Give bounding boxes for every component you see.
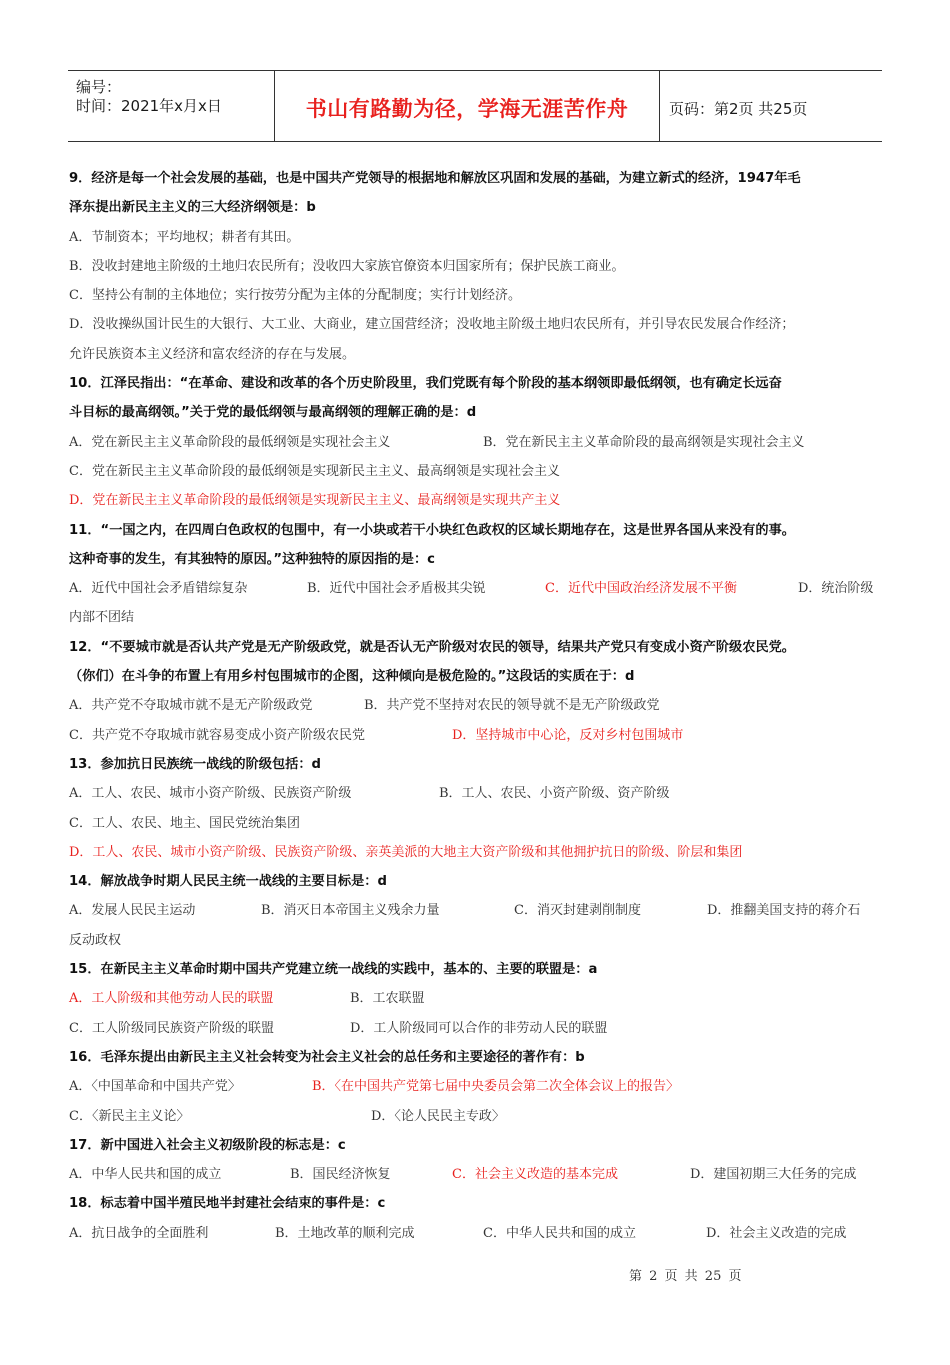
- question-line: [69, 516, 889, 545]
- option-text: B．共产党不坚持对农民的领导就不是无产阶级政党: [364, 698, 660, 714]
- header-motto: 书山有路勤为径，学海无涯苦作舟: [305, 96, 629, 121]
- question-text: 11．“一国之内，在四周白色政权的包围中，有一小块或若干小块红色政权的区域长期地存在，这是世界各国从来没有的事。: [69, 522, 795, 538]
- option-line: [69, 1072, 889, 1101]
- option-line: [69, 691, 889, 720]
- option-text: C．工人阶级同民族资产阶级的联盟: [69, 1020, 274, 1036]
- option-line: [69, 428, 889, 457]
- option-text: A．工人、农民、城市小资产阶级、民族资产阶级: [69, 786, 352, 802]
- option-text: D．推翻美国支持的蒋介石: [707, 903, 861, 919]
- option-text: A．节制资本；平均地权；耕者有其田。: [69, 229, 300, 245]
- option-line: [69, 838, 889, 867]
- question-line: [69, 369, 889, 398]
- question-line: [69, 1043, 889, 1072]
- option-text: A．中华人民共和国的成立: [69, 1167, 222, 1183]
- question-text: 12．“不要城市就是否认共产党是无产阶级政党，就是否认无产阶级对农民的领导，结果共产党只有变成小资产阶级农民党。: [69, 639, 795, 655]
- option-text: B．近代中国社会矛盾极其尖锐: [307, 581, 486, 597]
- option-text: D．统治阶级: [798, 581, 874, 597]
- option-line: [69, 252, 889, 281]
- option-text: A．〈中国革命和中国共产党〉: [69, 1079, 241, 1095]
- question-list: [69, 164, 889, 1248]
- option-text: C．〈新民主主义论〉: [69, 1108, 190, 1124]
- option-text: C．消灭封建剥削制度: [514, 903, 641, 919]
- option-line: [69, 1014, 889, 1043]
- header-meta-cell: [68, 71, 274, 141]
- correct-answer-text: A．工人阶级和其他劳动人民的联盟: [69, 991, 274, 1007]
- option-text: A．抗日战争的全面胜利: [69, 1225, 209, 1241]
- question-line: [69, 1131, 889, 1160]
- question-text: 10．江泽民指出：“在革命、建设和改革的各个历史阶段里，我们党既有每个阶段的基本纲领即最低纲领，也有确定长远奋: [69, 376, 782, 392]
- option-line: [69, 574, 889, 603]
- option-text: D．社会主义改造的完成: [706, 1225, 847, 1241]
- option-line: [69, 809, 889, 838]
- question-text: 18．标志着中国半殖民地半封建社会结束的事件是：c: [69, 1196, 386, 1212]
- header-page-label: 页码：第2页 共25页: [669, 100, 808, 118]
- option-line: [69, 896, 889, 925]
- option-text: B．国民经济恢复: [290, 1167, 391, 1183]
- option-line: [69, 1219, 889, 1248]
- option-line: [69, 984, 889, 1013]
- question-text: （你们）在斗争的布置上有用乡村包围城市的企图，这种倾向是极危险的。”这段话的实质在于：d: [69, 669, 635, 685]
- option-text: C．共产党不夺取城市就容易变成小资产阶级农民党: [69, 727, 365, 743]
- header-motto-cell: [274, 71, 660, 141]
- option-text: D．工人阶级同可以合作的非劳动人民的联盟: [350, 1020, 608, 1036]
- correct-answer-text: D．党在新民主主义革命阶段的最低纲领是实现新民主主义、最高纲领是实现共产主义: [69, 493, 561, 509]
- header-page-cell: [659, 71, 882, 141]
- option-text: B．工人、农民、小资产阶级、资产阶级: [439, 786, 670, 802]
- option-line: [69, 340, 889, 369]
- question-line: [69, 867, 889, 896]
- question-line: [69, 545, 889, 574]
- option-line: [69, 1102, 889, 1131]
- option-text: A．近代中国社会矛盾错综复杂: [69, 581, 248, 597]
- question-line: [69, 955, 889, 984]
- option-line: [69, 281, 889, 310]
- option-text: B．没收封建地主阶级的土地归农民所有；没收四大家族官僚资本归国家所有；保护民族工商业。: [69, 258, 625, 274]
- page-header: [68, 70, 882, 142]
- question-text: 17．新中国进入社会主义初级阶段的标志是：c: [69, 1137, 346, 1153]
- option-text: A．党在新民主主义革命阶段的最低纲领是实现社会主义: [69, 434, 391, 450]
- question-text: 泽东提出新民主主义的三大经济纲领是：b: [69, 200, 316, 216]
- option-text: D．建国初期三大任务的完成: [690, 1167, 857, 1183]
- option-text: C．党在新民主主义革命阶段的最低纲领是实现新民主主义、最高纲领是实现社会主义: [69, 463, 560, 479]
- correct-answer-text: C．近代中国政治经济发展不平衡: [545, 581, 737, 597]
- question-text: 13．参加抗日民族统一战线的阶级包括：d: [69, 756, 321, 772]
- option-text: C．坚持公有制的主体地位；实行按劳分配为主体的分配制度；实行计划经济。: [69, 288, 521, 304]
- option-line: [69, 603, 889, 632]
- option-text: 内部不团结: [69, 610, 135, 626]
- correct-answer-text: B．〈在中国共产党第七届中央委员会第二次全体会议上的报告〉: [312, 1079, 680, 1095]
- question-line: [69, 1189, 889, 1218]
- option-text: B．党在新民主主义革命阶段的最高纲领是实现社会主义: [483, 434, 805, 450]
- question-text: 14．解放战争时期人民民主统一战线的主要目标是：d: [69, 874, 387, 890]
- question-line: [69, 750, 889, 779]
- option-text: D．没收操纵国计民生的大银行、大工业、大商业，建立国营经济；没收地主阶级土地归农民所有，并引导农民发展合作经济；: [69, 317, 795, 333]
- option-line: [69, 779, 889, 808]
- question-line: [69, 193, 889, 222]
- question-text: 这种奇事的发生，有其独特的原因。”这种独特的原因指的是：c: [69, 551, 435, 567]
- option-line: [69, 721, 889, 750]
- option-text: C．工人、农民、地主、国民党统治集团: [69, 815, 300, 831]
- correct-answer-text: C．社会主义改造的基本完成: [452, 1167, 618, 1183]
- question-text: 16．毛泽东提出由新民主主义社会转变为社会主义社会的总任务和主要途径的著作有：b: [69, 1049, 585, 1065]
- option-line: [69, 457, 889, 486]
- correct-answer-text: D．工人、农民、城市小资产阶级、民族资产阶级、亲英美派的大地主大资产阶级和其他拥护抗日的阶级、阶层和集团: [69, 844, 743, 860]
- page-footer: 第 2 页 共 25 页: [629, 1269, 742, 1284]
- question-line: [69, 662, 889, 691]
- question-line: [69, 398, 889, 427]
- option-line: [69, 223, 889, 252]
- option-text: A．发展人民民主运动: [69, 903, 196, 919]
- option-line: [69, 926, 889, 955]
- option-text: B．工农联盟: [350, 991, 425, 1007]
- document-date-label: 时间：2021年x月x日: [76, 97, 222, 115]
- option-line: [69, 310, 889, 339]
- option-text: 允许民族资本主义经济和富农经济的存在与发展。: [69, 346, 356, 362]
- option-text: B．消灭日本帝国主义残余力量: [261, 903, 440, 919]
- option-text: B．土地改革的顺利完成: [275, 1225, 415, 1241]
- question-line: [69, 164, 889, 193]
- correct-answer-text: D．坚持城市中心论，反对乡村包围城市: [452, 727, 684, 743]
- option-line: [69, 1160, 889, 1189]
- option-text: A．共产党不夺取城市就不是无产阶级政党: [69, 698, 313, 714]
- question-text: 斗目标的最高纲领。”关于党的最低纲领与最高纲领的理解正确的是：d: [69, 405, 477, 421]
- option-text: D．〈论人民民主专政〉: [371, 1108, 505, 1124]
- question-text: 9．经济是每一个社会发展的基础，也是中国共产党领导的根据地和解放区巩固和发展的基础，为建立新式的经济，1947年毛: [69, 171, 801, 186]
- option-text: C．中华人民共和国的成立: [483, 1225, 636, 1241]
- option-text: 反动政权: [69, 932, 122, 948]
- option-line: [69, 486, 889, 515]
- document-number-label: 编号：: [76, 78, 122, 96]
- question-line: [69, 633, 889, 662]
- question-text: 15．在新民主主义革命时期中国共产党建立统一战线的实践中，基本的、主要的联盟是：a: [69, 962, 598, 978]
